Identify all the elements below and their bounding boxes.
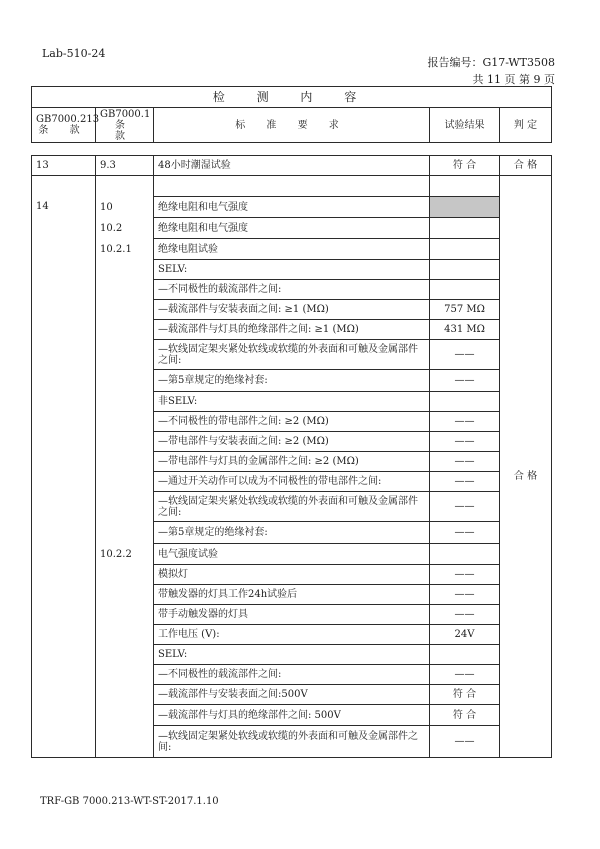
requirement: —软线固定架夹紧处软线或软缆的外表面和可触及金属部件之间: [154, 492, 430, 522]
table-title: 检 测 内 容 [32, 87, 552, 108]
col-header-gb7000-213 [32, 108, 100, 143]
table-row [32, 522, 552, 544]
table-row [32, 370, 552, 392]
requirement: 电气强度试验 [154, 544, 430, 565]
result: —— [430, 605, 500, 625]
requirement: 48小时潮湿试验 [154, 156, 430, 176]
table-row [32, 239, 552, 260]
table-row [32, 320, 552, 340]
result: 431 MΩ [430, 320, 500, 340]
result: —— [430, 432, 500, 452]
requirement: 带触发器的灯具工作24h试验后 [154, 585, 430, 605]
requirement: —不同极性的载流部件之间: [154, 665, 430, 685]
requirement: SELV: [154, 645, 430, 665]
inspection-table [31, 86, 552, 758]
result: —— [430, 492, 500, 522]
clause-1: 10.2 [96, 218, 154, 239]
lab-id: Lab-510-24 [42, 47, 106, 60]
table-row [32, 625, 552, 645]
col-header-result: 试验结果 [430, 108, 500, 143]
verdict: 合 格 [500, 156, 552, 176]
table-row [32, 156, 552, 176]
requirement: SELV: [154, 260, 430, 280]
spacer-row [32, 143, 552, 156]
table-title-row [32, 87, 552, 108]
result: —— [430, 370, 500, 392]
spacer-row [32, 176, 552, 197]
requirement: 带手动触发器的灯具 [154, 605, 430, 625]
table-row [32, 412, 552, 432]
requirement: —带电部件与安装表面之间: ≥2 (MΩ) [154, 432, 430, 452]
requirement: —载流部件与安装表面之间:500V [154, 685, 430, 705]
result: —— [430, 726, 500, 758]
table-row [32, 340, 552, 370]
table-row [32, 260, 552, 280]
result [430, 645, 500, 665]
requirement: —不同极性的带电部件之间: ≥2 (MΩ) [154, 412, 430, 432]
table-row [32, 280, 552, 300]
requirement: —软线固定架紧处软线或软缆的外表面和可触及金属部件之间: [154, 726, 430, 758]
result: —— [430, 522, 500, 544]
result [430, 280, 500, 300]
col1-line2: 条 款 [38, 125, 89, 136]
result [430, 218, 500, 239]
requirement: 绝缘电阻和电气强度 [154, 218, 430, 239]
result: 符 合 [430, 685, 500, 705]
requirement: —不同极性的载流部件之间: [154, 280, 430, 300]
column-header-row [32, 108, 552, 143]
requirement: —载流部件与灯具的绝缘部件之间: 500V [154, 705, 430, 726]
requirement: —第5章规定的绝缘衬套: [154, 522, 430, 544]
result: 符 合 [430, 705, 500, 726]
table-row [32, 645, 552, 665]
table-row [32, 432, 552, 452]
report-number: 报告编号：G17-WT3508 [427, 56, 555, 69]
table-row [32, 685, 552, 705]
page-count: 共 11 页 第 9 页 [472, 73, 555, 86]
table-row [32, 605, 552, 625]
requirement: 工作电压 (V): [154, 625, 430, 645]
requirement: —带电部件与灯具的金属部件之间: ≥2 (MΩ) [154, 452, 430, 472]
table-row [32, 665, 552, 685]
table-row [32, 705, 552, 726]
requirement: —软线固定架夹紧处软线或软缆的外表面和可触及金属部件之间: [154, 340, 430, 370]
requirement: 非SELV: [154, 392, 430, 412]
table-row [32, 197, 552, 218]
group-verdict: 合 格 [500, 197, 552, 758]
requirement: 绝缘电阻和电气强度 [154, 197, 430, 218]
result: —— [430, 340, 500, 370]
col-header-verdict: 判 定 [500, 108, 552, 143]
table-row [32, 492, 552, 522]
clause-213: 13 [32, 156, 96, 176]
table-row [32, 392, 552, 412]
clause-1: 10.2.2 [96, 544, 154, 565]
col1-line1: GB7000.213 [36, 114, 100, 125]
footer-form-id: TRF-GB 7000.213-WT-ST-2017.1.10 [40, 796, 219, 807]
clause-1: 10.2.1 [96, 239, 154, 260]
result: —— [430, 452, 500, 472]
result-shaded [430, 197, 500, 218]
requirement: —第5章规定的绝缘衬套: [154, 370, 430, 392]
result [430, 260, 500, 280]
result: —— [430, 565, 500, 585]
requirement: 模拟灯 [154, 565, 430, 585]
result: —— [430, 472, 500, 492]
col2-line1: GB7000.1 [100, 108, 151, 120]
result: 符 合 [430, 156, 500, 176]
clause-1: 10 [96, 197, 154, 218]
table-row [32, 544, 552, 565]
table-row [32, 218, 552, 239]
table-row [32, 472, 552, 492]
result [430, 239, 500, 260]
col-header-gb7000-1 [96, 108, 154, 143]
result: 757 MΩ [430, 300, 500, 320]
table-row [32, 452, 552, 472]
col-header-requirement: 标 准 要 求 [154, 108, 430, 143]
clause-213: 14 [32, 197, 96, 758]
clause-1: 9.3 [96, 156, 154, 176]
result: 24V [430, 625, 500, 645]
table-row [32, 565, 552, 585]
requirement: —载流部件与灯具的绝缘部件之间: ≥1 (MΩ) [154, 320, 430, 340]
result [430, 544, 500, 565]
table-row [32, 726, 552, 758]
result [430, 392, 500, 412]
requirement: —载流部件与安装表面之间: ≥1 (MΩ) [154, 300, 430, 320]
col2-line2: 条 款 [115, 119, 134, 142]
result: —— [430, 412, 500, 432]
result: —— [430, 585, 500, 605]
table-row [32, 585, 552, 605]
requirement: 绝缘电阻试验 [154, 239, 430, 260]
requirement: —通过开关动作可以成为不同极性的带电部件之间: [154, 472, 430, 492]
result: —— [430, 665, 500, 685]
table-row [32, 300, 552, 320]
